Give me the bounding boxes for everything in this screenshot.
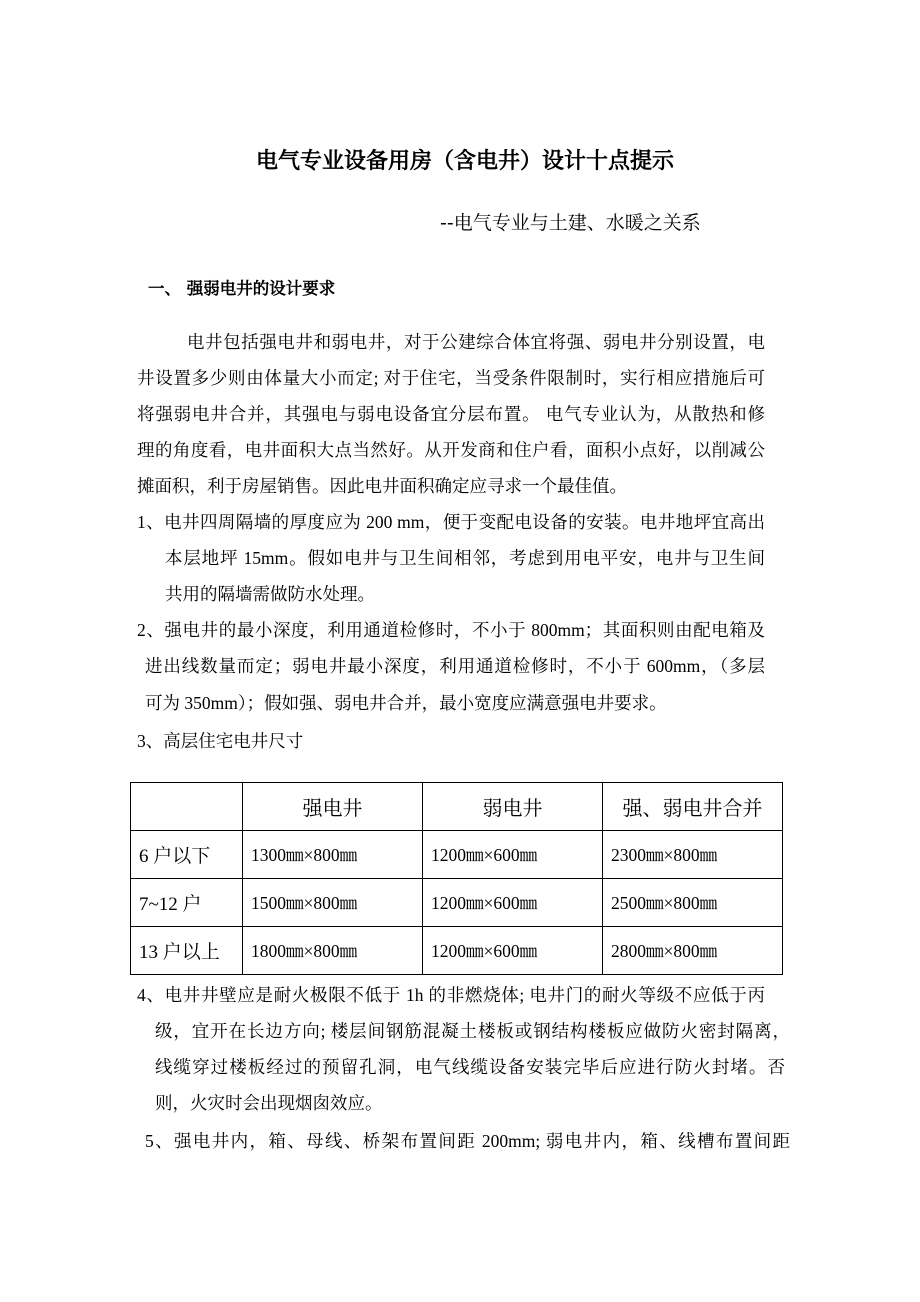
table-cell: 6 户以下: [131, 831, 243, 879]
paragraph-line: 电井包括强电井和弱电井，对于公建综合体宜将强、弱电井分别设置，电: [187, 332, 765, 352]
table-row: [131, 927, 783, 975]
table-cell: 2300㎜×800㎜: [603, 831, 783, 879]
list-item-4-line: 级，宜开在长边方向; 楼层间钢筋混凝土楼板或钢结构楼板应做防火密封隔离，: [155, 1021, 790, 1041]
list-item-1-line: 共用的隔墙需做防水处理。: [165, 584, 375, 604]
list-item-4-line: 则，火灾时会出现烟囱效应。: [155, 1093, 383, 1113]
table-cell: 1200㎜×600㎜: [423, 831, 603, 879]
section-heading: 一、 强弱电井的设计要求: [148, 279, 336, 298]
table-cell: 13 户以上: [131, 927, 243, 975]
paragraph-line: 理的角度看，电井面积大点当然好。从开发商和住户看，面积小点好，以削减公: [137, 440, 765, 460]
list-item-1-line: 1、电井四周隔墙的厚度应为 200 mm，便于变配电设备的安装。电井地坪宜高出: [137, 512, 765, 532]
paragraph-line: 井设置多少则由体量大小而定; 对于住宅，当受条件限制时，实行相应措施后可: [137, 368, 765, 388]
table-cell: 7~12 户: [131, 879, 243, 927]
document-title: 电气专业设备用房（含电井）设计十点提示: [255, 149, 674, 174]
table-cell: 2800㎜×800㎜: [603, 927, 783, 975]
list-item-4-line: 线缆穿过楼板经过的预留孔洞，电气线缆设备安装完毕后应进行防火封堵。否: [155, 1057, 785, 1077]
table-cell: 1300㎜×800㎜: [243, 831, 423, 879]
list-item-2-line: 进出线数量而定；弱电井最小深度，利用通道检修时，不小于 600mm，（多层: [145, 656, 765, 676]
list-item-2-line: 可为 350mm）；假如强、弱电井合并，最小宽度应满意强电井要求。: [145, 693, 667, 713]
list-item-1-line: 本层地坪 15mm。假如电井与卫生间相邻，考虑到用电平安，电井与卫生间: [165, 548, 765, 568]
list-item-3-line: 3、高层住宅电井尺寸: [137, 731, 304, 751]
table-header-cell: 弱电井: [423, 783, 603, 831]
list-item-4-line: 4、电井井壁应是耐火极限不低于 1h 的非燃烧体; 电井门的耐火等级不应低于丙: [137, 985, 765, 1005]
table-header-cell: 强电井: [243, 783, 423, 831]
table-cell: 1500㎜×800㎜: [243, 879, 423, 927]
table-header-cell: 强、弱电井合并: [603, 783, 783, 831]
document-subtitle: --电气专业与土建、水暖之关系: [440, 212, 701, 234]
shaft-size-table: [130, 782, 783, 975]
table-header-cell: [131, 783, 243, 831]
table-header-row: [131, 783, 783, 831]
table-row: [131, 879, 783, 927]
table-cell: 1800㎜×800㎜: [243, 927, 423, 975]
list-item-5-line: 5、强电井内，箱、母线、桥架布置间距 200mm; 弱电井内，箱、线槽布置间距: [145, 1131, 790, 1151]
table-cell: 2500㎜×800㎜: [603, 879, 783, 927]
list-item-2-line: 2、强电井的最小深度，利用通道检修时，不小于 800mm；其面积则由配电箱及: [137, 620, 765, 640]
table-cell: 1200㎜×600㎜: [423, 927, 603, 975]
table-row: [131, 831, 783, 879]
paragraph-line: 将强弱电井合并，其强电与弱电设备宜分层布置。 电气专业认为，从散热和修: [137, 404, 765, 424]
table-cell: 1200㎜×600㎜: [423, 879, 603, 927]
paragraph-line: 摊面积，利于房屋销售。因此电井面积确定应寻求一个最佳值。: [137, 476, 627, 496]
